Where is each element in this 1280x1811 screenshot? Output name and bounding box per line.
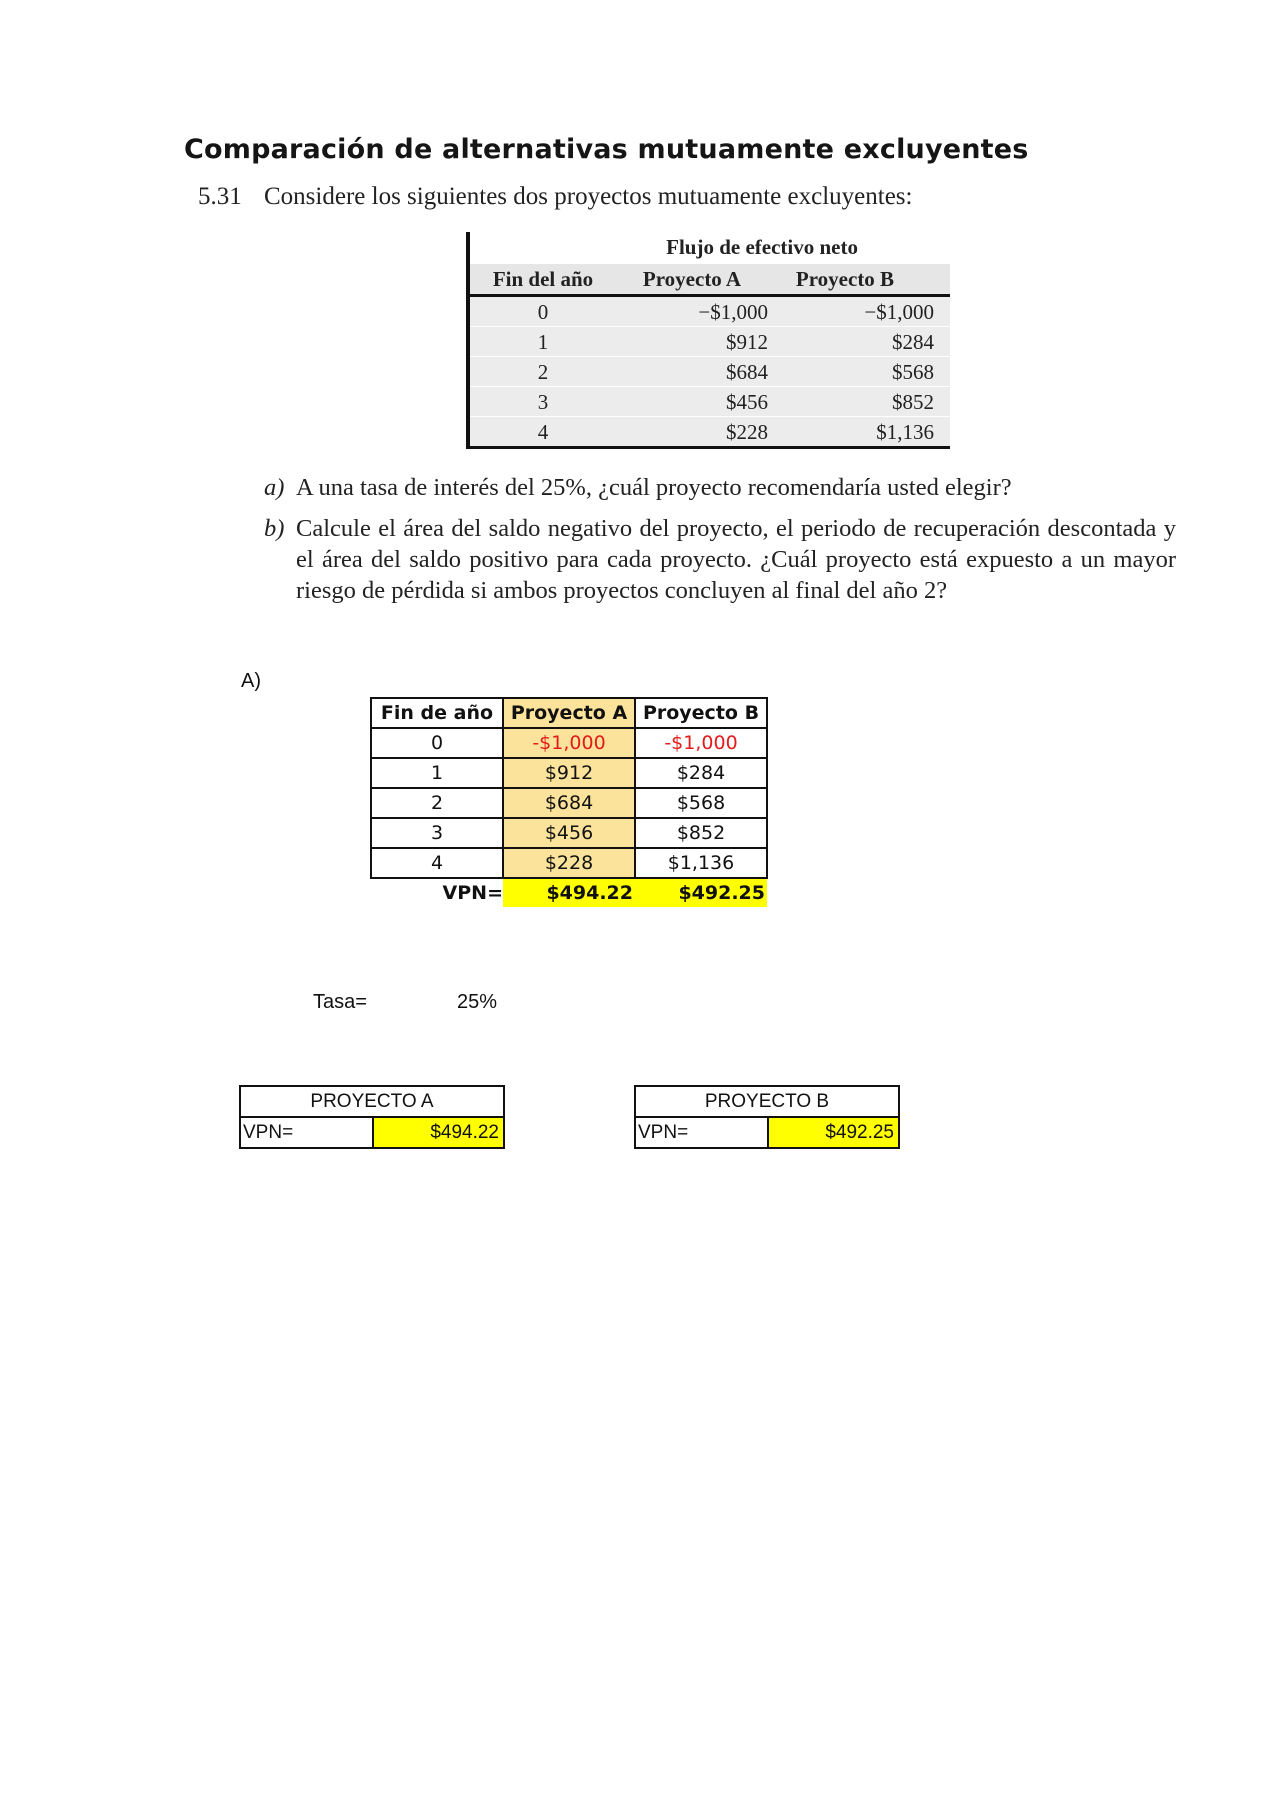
cell-year: 0 (537, 300, 549, 324)
cell-project-b: $852 (635, 818, 767, 848)
question-label: b) (264, 515, 285, 542)
cell-year: 2 (537, 360, 549, 384)
npv-table (370, 697, 768, 907)
summary-value: $494.22 (374, 1118, 503, 1147)
rate-label: Tasa= (313, 991, 367, 1013)
question-a (264, 472, 1176, 503)
table-header-row (470, 264, 950, 297)
problem-text: Considere los siguientes dos proyectos mutuamente excluyentes: (264, 183, 913, 210)
question-text: A una tasa de interés del 25%, ¿cuál proyecto recomendaría usted elegir? (296, 474, 1012, 501)
vpn-label: VPN= (442, 882, 503, 904)
cell-project-a: $456 (503, 818, 635, 848)
cell-year: 4 (371, 848, 503, 878)
summary-box-project-a (239, 1085, 505, 1149)
table-row (371, 788, 767, 818)
cell-project-b: $1,136 (876, 420, 934, 444)
cell-year: 1 (537, 330, 549, 354)
header-year: Fin del año (492, 267, 594, 291)
cell-project-a: $228 (503, 848, 635, 878)
cell-year: 2 (371, 788, 503, 818)
cell-project-a: $456 (726, 390, 768, 414)
table-row (371, 848, 767, 878)
header-project-a: Proyecto A (503, 698, 635, 728)
problem-statement (198, 183, 912, 211)
summary-key: VPN= (636, 1118, 769, 1147)
question-b (264, 513, 1176, 606)
vpn-project-a: $494.22 (503, 878, 635, 907)
summary-box-project-b (634, 1085, 900, 1149)
cell-project-a: $228 (726, 420, 768, 444)
rate-value: 25% (457, 991, 498, 1013)
table-row (470, 387, 950, 417)
table-row (371, 818, 767, 848)
cell-project-b: $568 (892, 360, 934, 384)
header-project-b: Proyecto B (635, 698, 767, 728)
cell-year: 4 (537, 420, 549, 444)
table-row (371, 758, 767, 788)
table-group-header: Flujo de efectivo neto (666, 235, 858, 259)
vpn-project-b: $492.25 (635, 878, 767, 907)
cell-project-b: $568 (635, 788, 767, 818)
cell-project-a: $684 (503, 788, 635, 818)
cell-project-a: $912 (503, 758, 635, 788)
summary-title: PROYECTO A (241, 1087, 503, 1118)
cell-project-a: −$1,000 (698, 300, 768, 324)
summary-title: PROYECTO B (636, 1087, 898, 1118)
summary-value: $492.25 (769, 1118, 898, 1147)
cell-project-b: $284 (635, 758, 767, 788)
cell-project-a: -$1,000 (503, 728, 635, 758)
table-row (470, 417, 950, 449)
header-year: Fin de año (371, 698, 503, 728)
table-row (470, 357, 950, 387)
problem-number: 5.31 (198, 183, 242, 210)
table-row (371, 728, 767, 758)
cell-year: 0 (371, 728, 503, 758)
cell-year: 3 (537, 390, 549, 414)
header-project-b: Proyecto B (795, 267, 895, 291)
cell-project-b: -$1,000 (635, 728, 767, 758)
table-row (470, 327, 950, 357)
question-label: a) (264, 474, 285, 501)
summary-line (636, 1118, 898, 1147)
cell-project-a: $912 (726, 330, 768, 354)
table-header-row (371, 698, 767, 728)
header-project-a: Proyecto A (642, 267, 742, 291)
cell-project-b: $1,136 (635, 848, 767, 878)
summary-key: VPN= (241, 1118, 374, 1147)
vpn-row (371, 878, 767, 907)
question-text: Calcule el área del saldo negativo del proyecto, el periodo de recuperación descontada y el área del saldo positivo para cada proyecto. ¿Cuál proyecto está expuesto a un mayor riesgo de pérdida si ambos proyectos concluyen al final del año 2? (296, 515, 1176, 604)
cell-project-b: −$1,000 (864, 300, 934, 324)
section-title: Comparación de alternativas mutuamente excluyentes (184, 134, 1029, 165)
textbook-cashflow-table (466, 232, 950, 449)
cell-year: 3 (371, 818, 503, 848)
summary-line (241, 1118, 503, 1147)
cell-project-b: $284 (892, 330, 934, 354)
cell-project-a: $684 (726, 360, 768, 384)
cell-project-b: $852 (892, 390, 934, 414)
part-label: A) (241, 670, 261, 692)
table-row (470, 297, 950, 327)
cell-year: 1 (371, 758, 503, 788)
